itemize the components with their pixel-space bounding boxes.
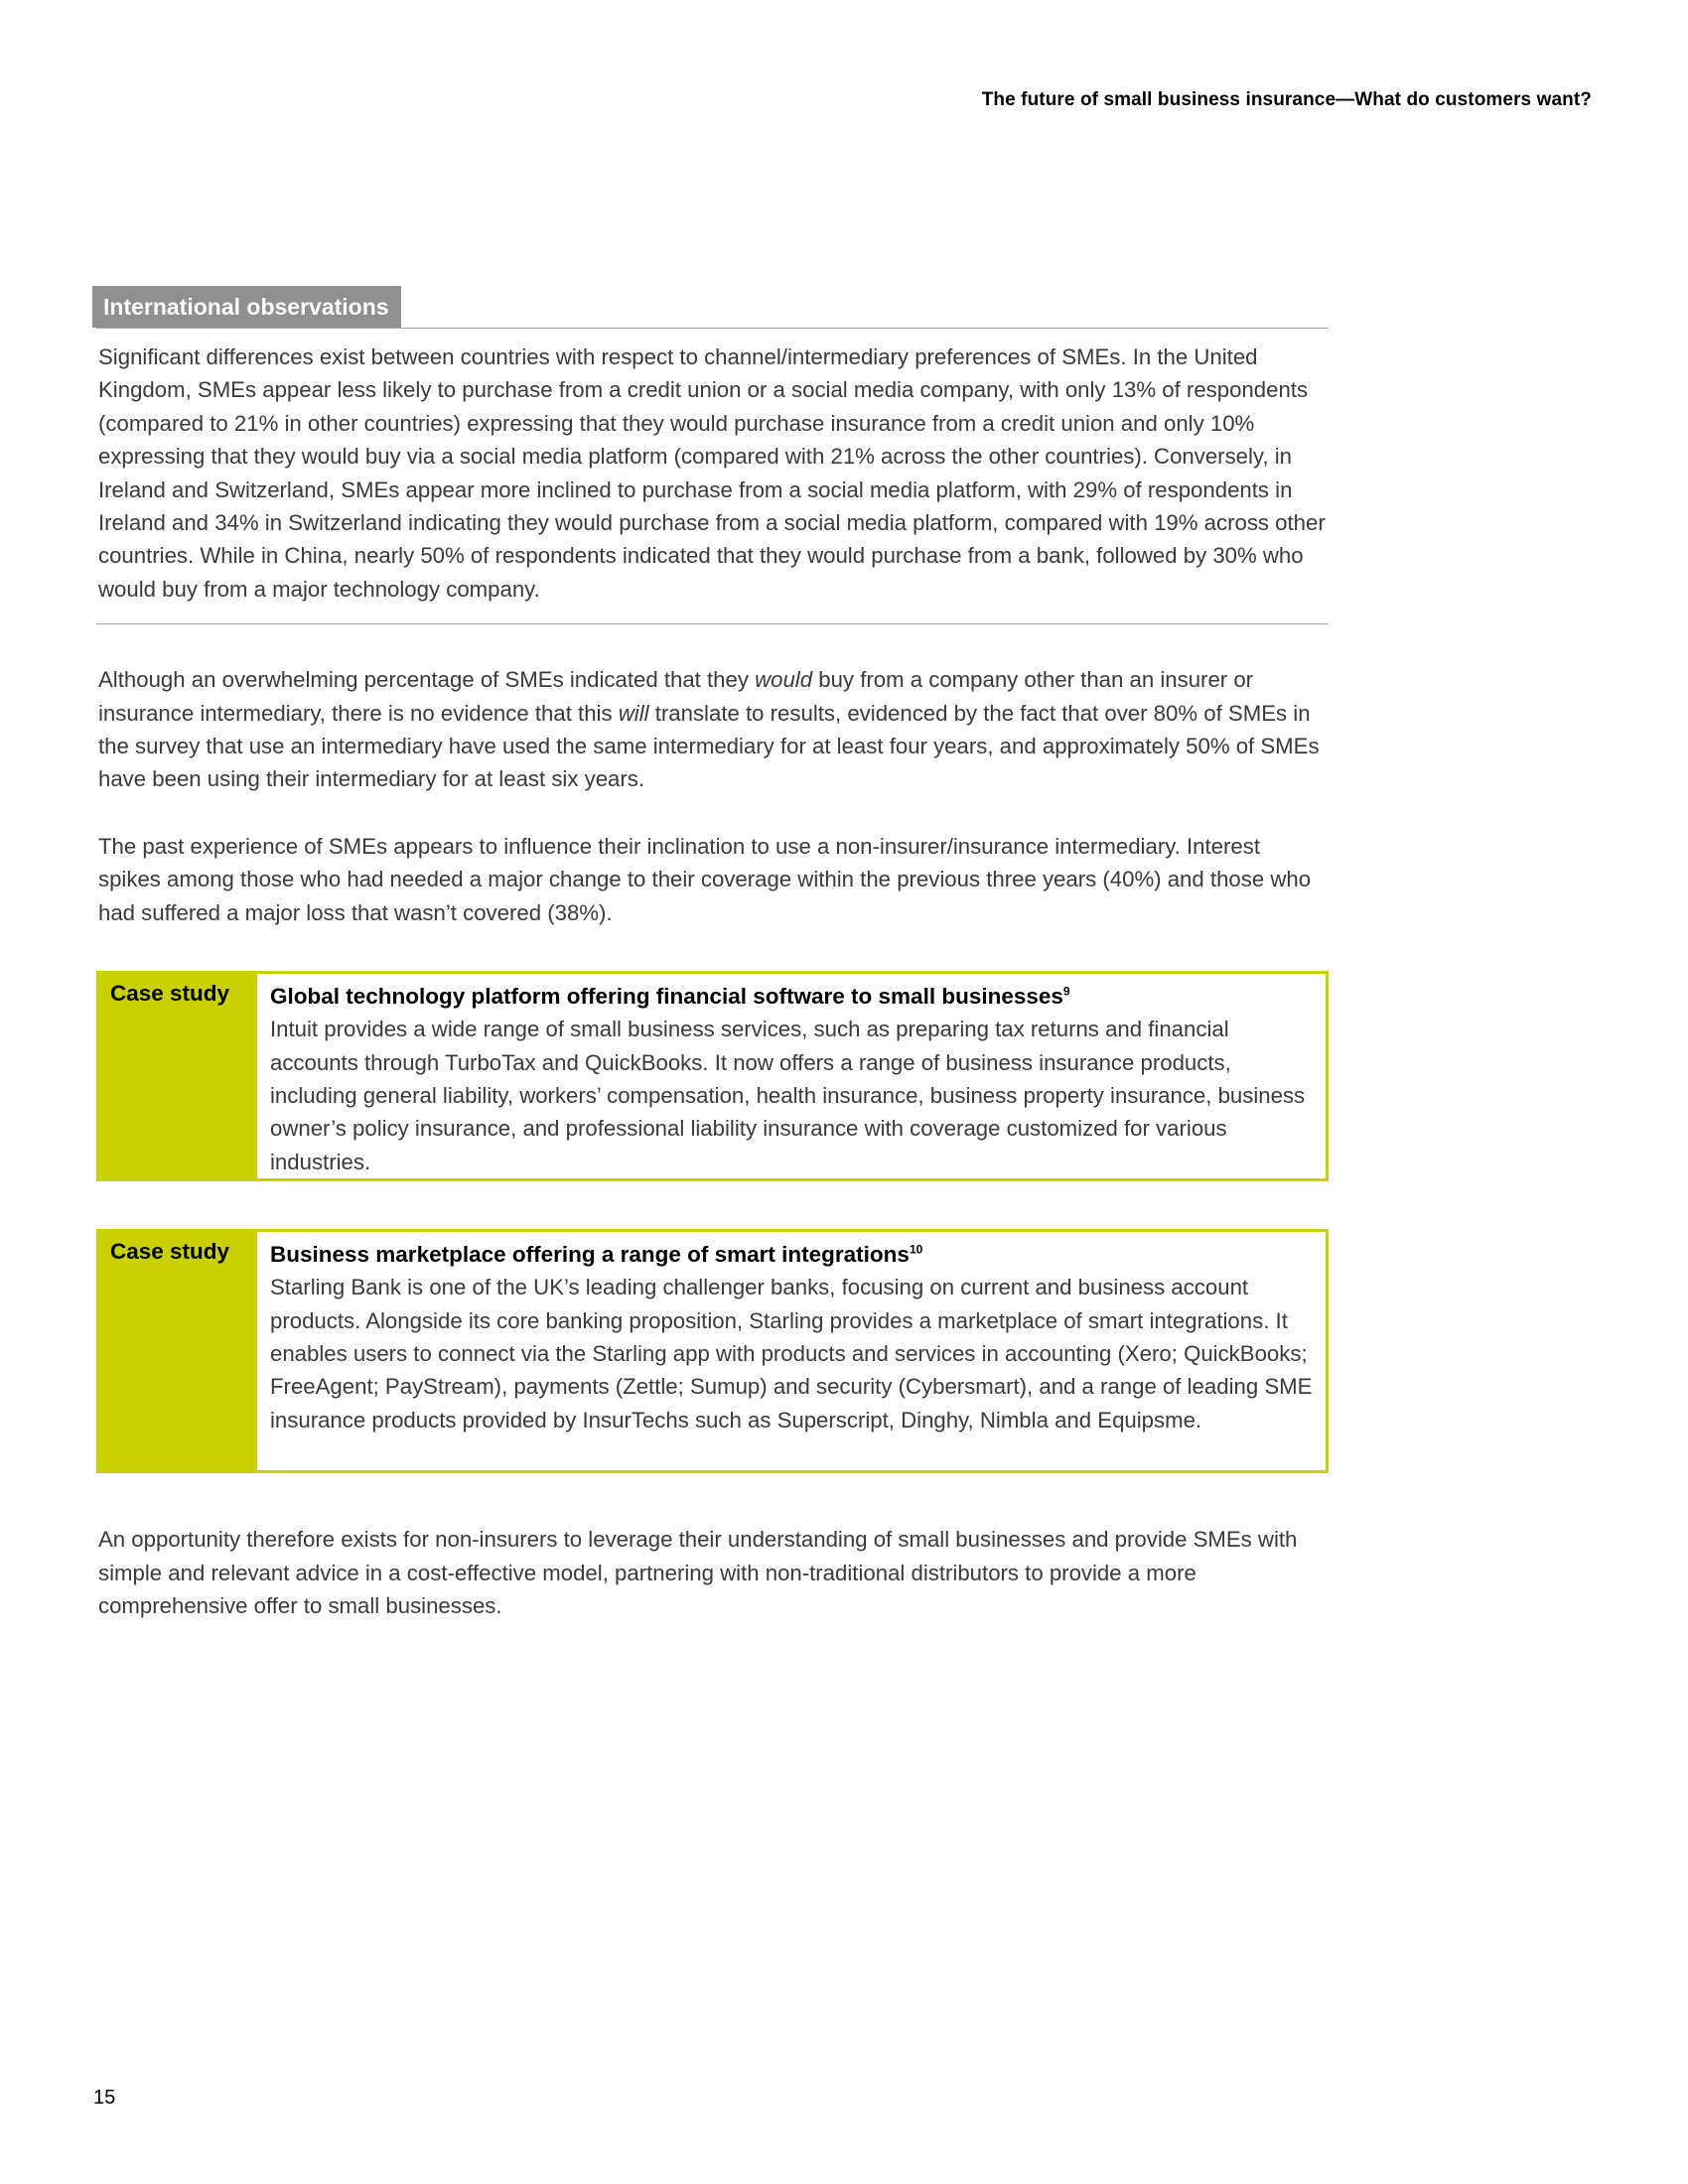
paragraph-past-experience: The past experience of SMEs appears to influence their inclination to use a non-insurer/insurance intermediary. Interest spikes among those who had needed a major change to their coverage within the previous three years (40%) and those who had suffered a major loss that wasn’t covered (38%). (98, 833, 1312, 925)
case-study-content (257, 974, 1326, 1178)
case-study-box-intuit (96, 971, 1329, 1181)
case-study-label: Case study (99, 974, 257, 1178)
page-number: 15 (93, 2087, 116, 2109)
footnote-reference: 9 (1062, 984, 1070, 999)
case-study-label: Case study (99, 1232, 257, 1470)
case-study-heading-text: Business marketplace offering a range of smart integrations (270, 1242, 910, 1268)
paragraph-1-emphasis-will: will (618, 700, 649, 726)
paragraph-intermediary-loyalty (96, 663, 1329, 796)
case-study-heading (270, 980, 1316, 1013)
paragraph-1-emphasis-would: would (755, 667, 813, 693)
footnote-reference: 10 (909, 1242, 923, 1257)
international-observations-body: Significant differences exist between countries with respect to channel/intermediary preferences of SMEs. In the United Kingdom, SMEs appear less likely to purchase from a credit union or a social media company, with only 13% of respondents (compared to 21% in other countries) expressing that they would purchase insurance from a credit union and only 10% expressing that they would buy via a social media platform (compared with 21% across the other countries). Conversely, in Ireland and Switzerland, SMEs appear more inclined to purchase from a social media platform, with 29% of respondents in Ireland and 34% in Switzerland indicating they would purchase from a social media platform, compared with 19% across other countries. While in China, nearly 50% of respondents indicated that they would purchase from a bank, followed by 30% who would buy from a major technology company. (98, 344, 1326, 602)
case-study-content (257, 1232, 1326, 1470)
paragraph-1-text-c: translate to results, evidenced by the fact that over 80% of SMEs in the survey that use an intermediary have used the same intermediary for at least four years, and approximately 50% of SMEs have been using their intermediary for at least six years. (98, 700, 1320, 792)
case-study-heading (270, 1238, 1316, 1271)
page-content (96, 286, 1329, 1622)
case-study-body: Starling Bank is one of the UK’s leading challenger banks, focusing on current and business account products. Alongside its core banking proposition, Starling provides a marketplace of smart integrations. It enables users to connect via the Starling app with products and services in accounting (Xero; QuickBooks; FreeAgent; PayStream), payments (Zettle; Sumup) and security (Cybersmart), and a range of leading SME insurance products provided by InsurTechs such as Superscript, Dinghy, Nimbla and Equipsme. (270, 1275, 1313, 1433)
case-study-box-starling (96, 1229, 1329, 1473)
paragraph-opportunity: An opportunity therefore exists for non-insurers to leverage their understanding of small businesses and provide SMEs with simple and relevant advice in a cost-effective model, partnering with non-traditional distributors to provide a more comprehensive offer to small businesses. (98, 1527, 1298, 1618)
international-observations-title: International observations (92, 286, 401, 328)
international-observations-title-row (96, 286, 1329, 329)
case-study-heading-text: Global technology platform offering financial software to small businesses (270, 984, 1063, 1010)
international-observations-box (96, 286, 1329, 624)
paragraph-1-text-b: buy from a company other than an insurer or insurance intermediary, there is no evidence that this (98, 667, 1254, 726)
running-header-title: The future of small business insurance—What do customers want? (981, 89, 1592, 110)
case-study-body: Intuit provides a wide range of small business services, such as preparing tax returns and financial accounts through TurboTax and QuickBooks. It now offers a range of business insurance products, including general liability, workers’ compensation, health insurance, business property insurance, business owner’s policy insurance, and professional liability insurance with coverage customized for various industries. (270, 1017, 1306, 1174)
paragraph-1-text-a: Although an overwhelming percentage of SMEs indicated that they (98, 667, 756, 693)
